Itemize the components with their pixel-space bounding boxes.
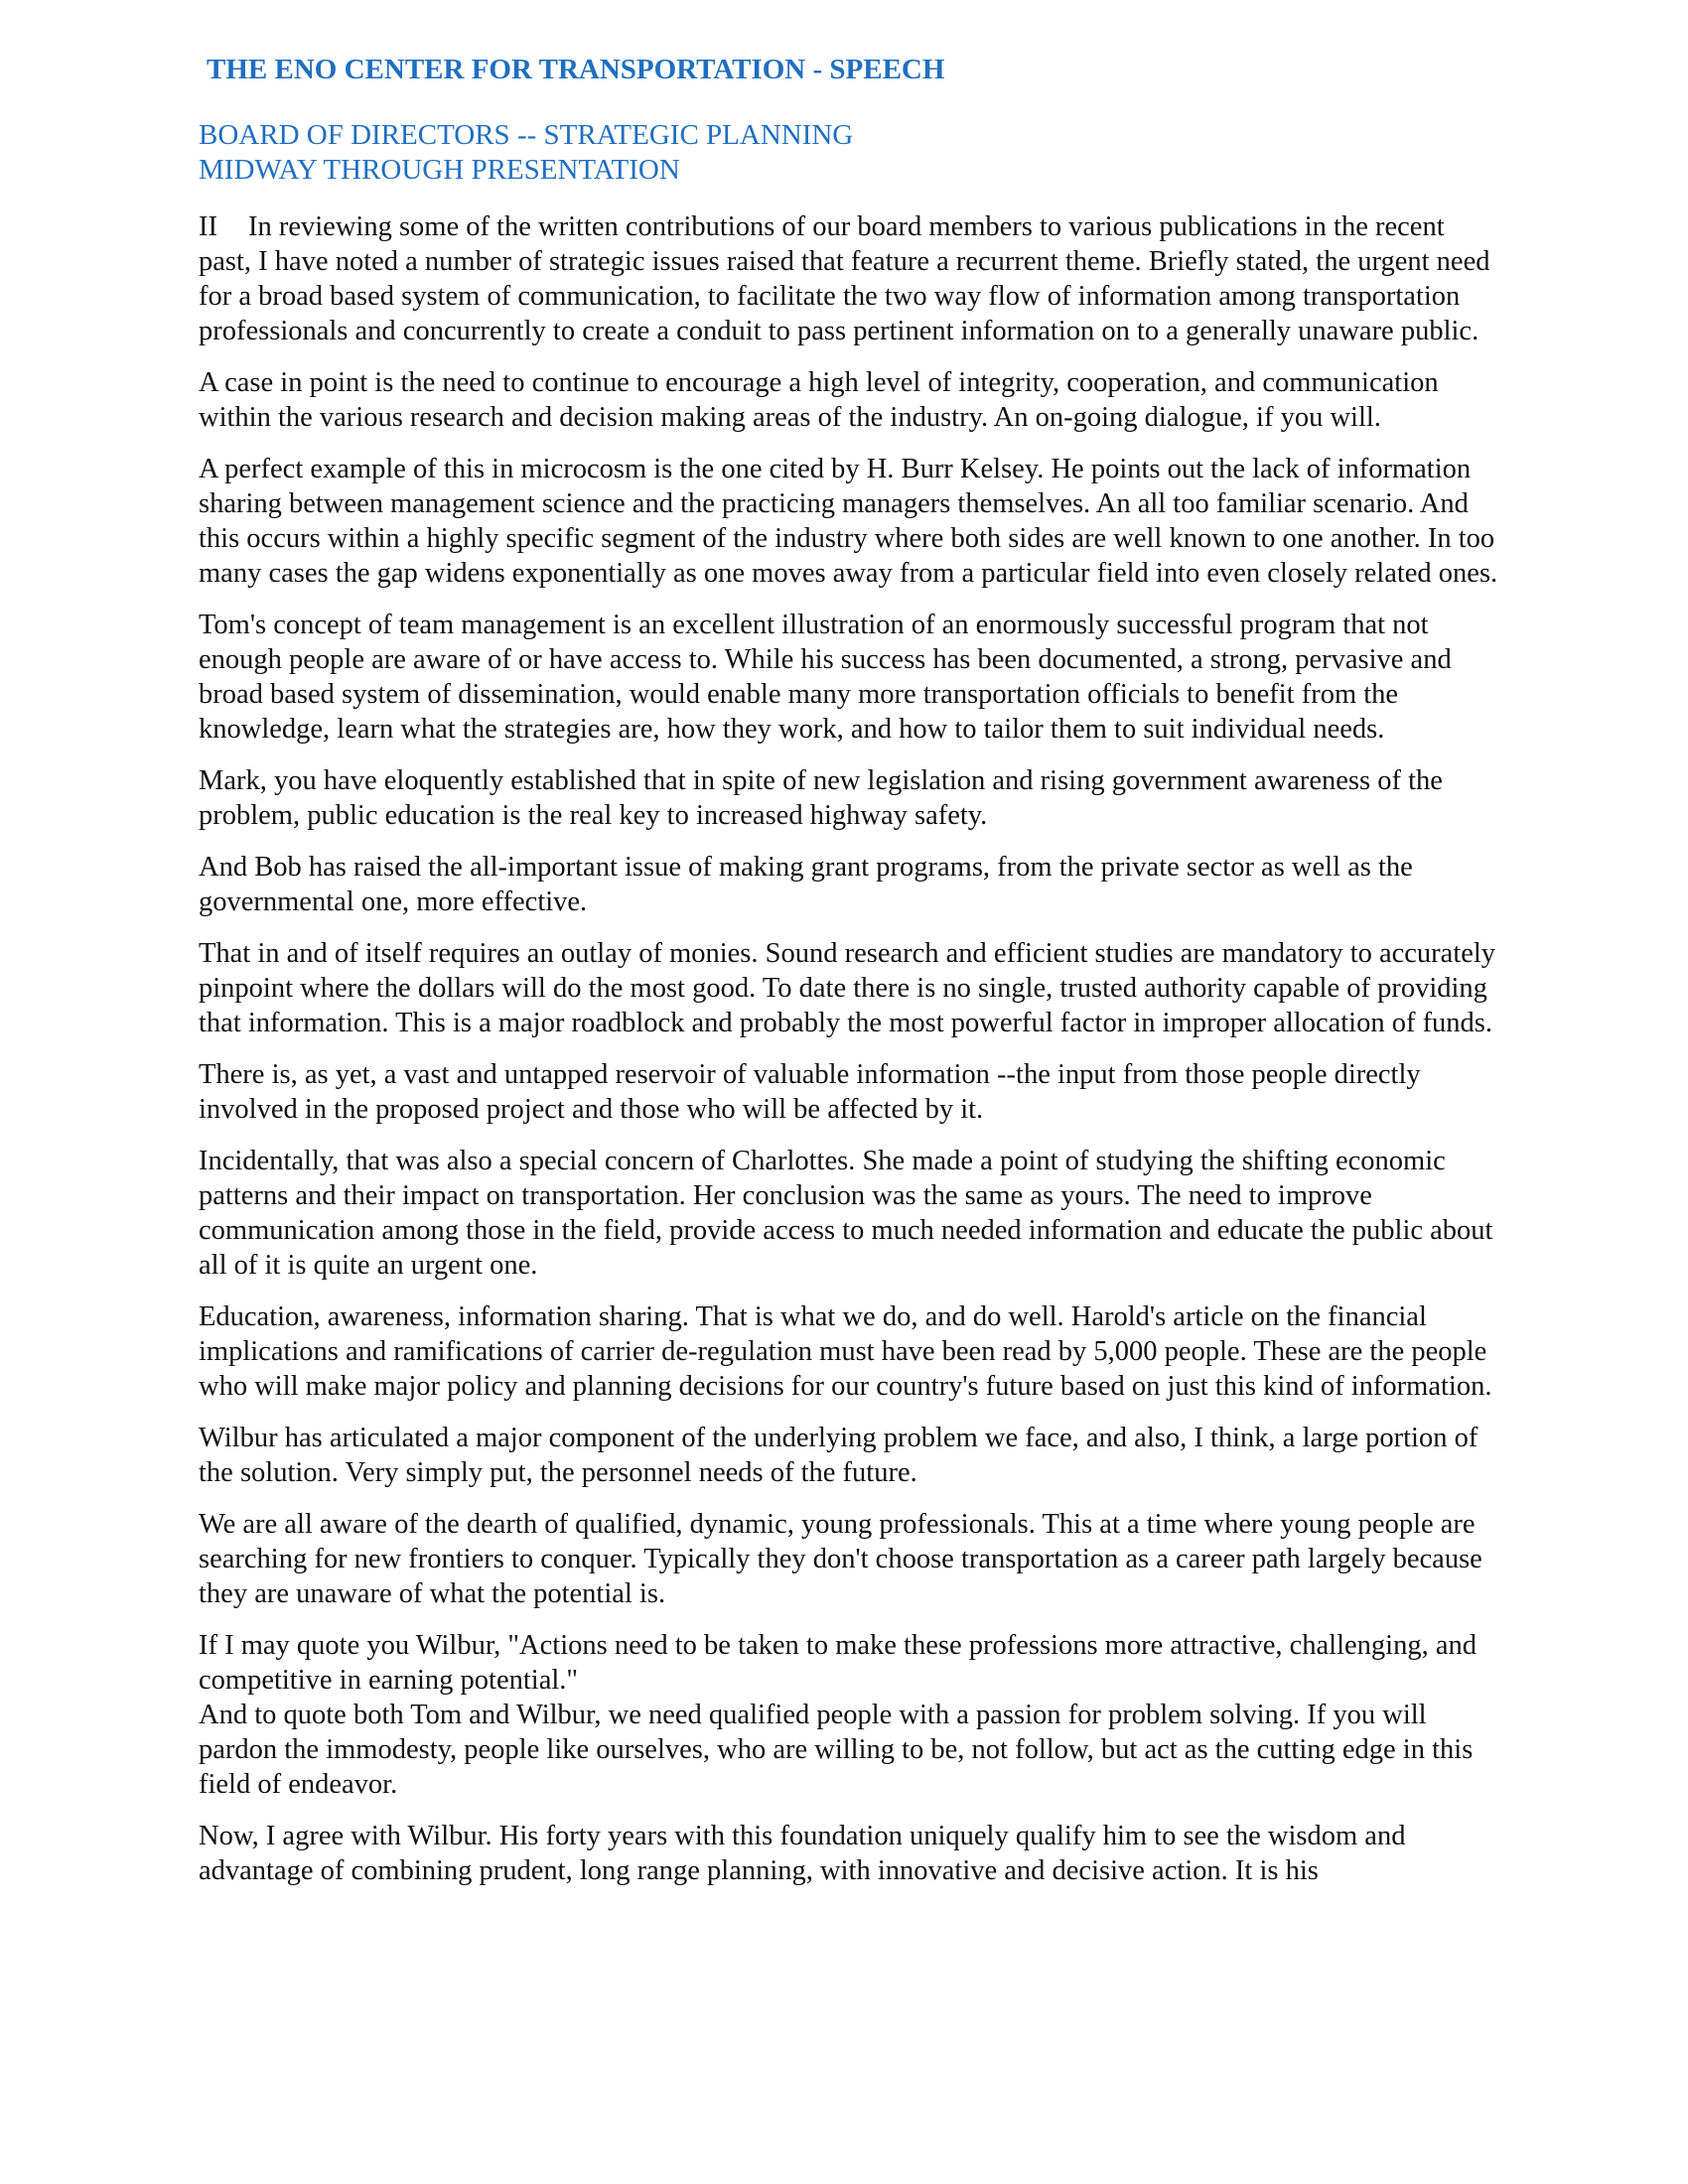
paragraph-8: There is, as yet, a vast and untapped reservoir of valuable information --the input from those people directly involved in the proposed project and those who will be affected by it. — [199, 1059, 1421, 1125]
paragraph-11: Wilbur has articulated a major component of the underlying problem we face, and also, I think, a large portion of the solution. Very simply put, the personnel needs of the future. — [199, 1423, 1478, 1488]
subtitle-block — [199, 118, 1499, 188]
subtitle-board: BOARD OF DIRECTORS -- STRATEGIC PLANNING — [199, 119, 854, 151]
paragraph-4: Tom's concept of team management is an excellent illustration of an enormously successful program that not enough people are aware of or have access to. While his success has been documented, a strong, pervasive and broad based system of dissemination, would enable many more transportation officials to benefit from the knowledge, learn what the strategies are, how they work, and how to tailor them to suit individual needs. — [199, 610, 1452, 745]
paragraph-1 — [199, 209, 1499, 348]
paragraph-7: That in and of itself requires an outlay of monies. Sound research and efficient studies are mandatory to accurately pinpoint where the dollars will do the most good. To date there is no single, trusted authority capable of providing that information. This is a major roadblock and probably the most powerful factor in improper allocation of funds. — [199, 938, 1496, 1038]
paragraph-6: And Bob has raised the all-important issue of making grant programs, from the private sector as well as the governmental one, more effective. — [199, 852, 1413, 917]
paragraph-12: We are all aware of the dearth of qualified, dynamic, young professionals. This at a time where young people are searching for new frontiers to conquer. Typically they don't choose transportation as a career path largely because they are unaware of what the potential is. — [199, 1509, 1482, 1609]
paragraph-3: A perfect example of this in microcosm is the one cited by H. Burr Kelsey. He points out the lack of information sharing between management science and the practicing managers themselves. An all too familiar scenario. And this occurs within a highly specific segment of the industry where both sides are well known to one another. In too many cases the gap widens exponentially as one moves away from a particular field into even closely related ones. — [199, 454, 1498, 589]
paragraph-5: Mark, you have eloquently established that in spite of new legislation and rising government awareness of the problem, public education is the real key to increased highway safety. — [199, 765, 1443, 831]
paragraph-9: Incidentally, that was also a special concern of Charlottes. She made a point of studying the shifting economic patterns and their impact on transportation. Her conclusion was the same as yours. The need to improve communication among those in the field, provide access to much needed information and educate the public about all of it is quite an urgent one. — [199, 1146, 1493, 1281]
paragraph-1-text: In reviewing some of the written contributions of our board members to various publications in the recent past, I have noted a number of strategic issues raised that feature a recurrent theme. Briefly stated, the urgent need for a broad based system of communication, to facilitate the two way flow of information among transportation professionals and concurrently to create a conduit to pass pertinent information on to a generally unaware public. — [199, 211, 1490, 346]
document-page — [199, 52, 1499, 1905]
paragraph-14: And to quote both Tom and Wilbur, we need qualified people with a passion for problem solving. If you will pardon the immodesty, people like ourselves, who are willing to be, not follow, but act as the cutting edge in this field of endeavor. — [199, 1700, 1474, 1800]
section-numeral: II — [199, 211, 217, 242]
paragraph-15: Now, I agree with Wilbur. His forty years with this foundation uniquely qualify him to see the wisdom and advantage of combining prudent, long range planning, with innovative and decisive action. It is his — [199, 1821, 1406, 1886]
document-title: THE ENO CENTER FOR TRANSPORTATION - SPEECH — [207, 54, 945, 85]
paragraph-10: Education, awareness, information sharing. That is what we do, and do well. Harold's article on the financial implications and ramifications of carrier de-regulation must have been read by 5,000 people. These are the people who will make major policy and planning decisions for our country's future based on just this kind of information. — [199, 1301, 1492, 1402]
paragraph-13: If I may quote you Wilbur, "Actions need to be taken to make these professions more attractive, challenging, and competitive in earning potential." — [199, 1630, 1477, 1696]
paragraph-2: A case in point is the need to continue to encourage a high level of integrity, cooperation, and communication within the various research and decision making areas of the industry. An on-going dialogue, if you will. — [199, 367, 1439, 433]
subtitle-presentation: MIDWAY THROUGH PRESENTATION — [199, 154, 680, 186]
